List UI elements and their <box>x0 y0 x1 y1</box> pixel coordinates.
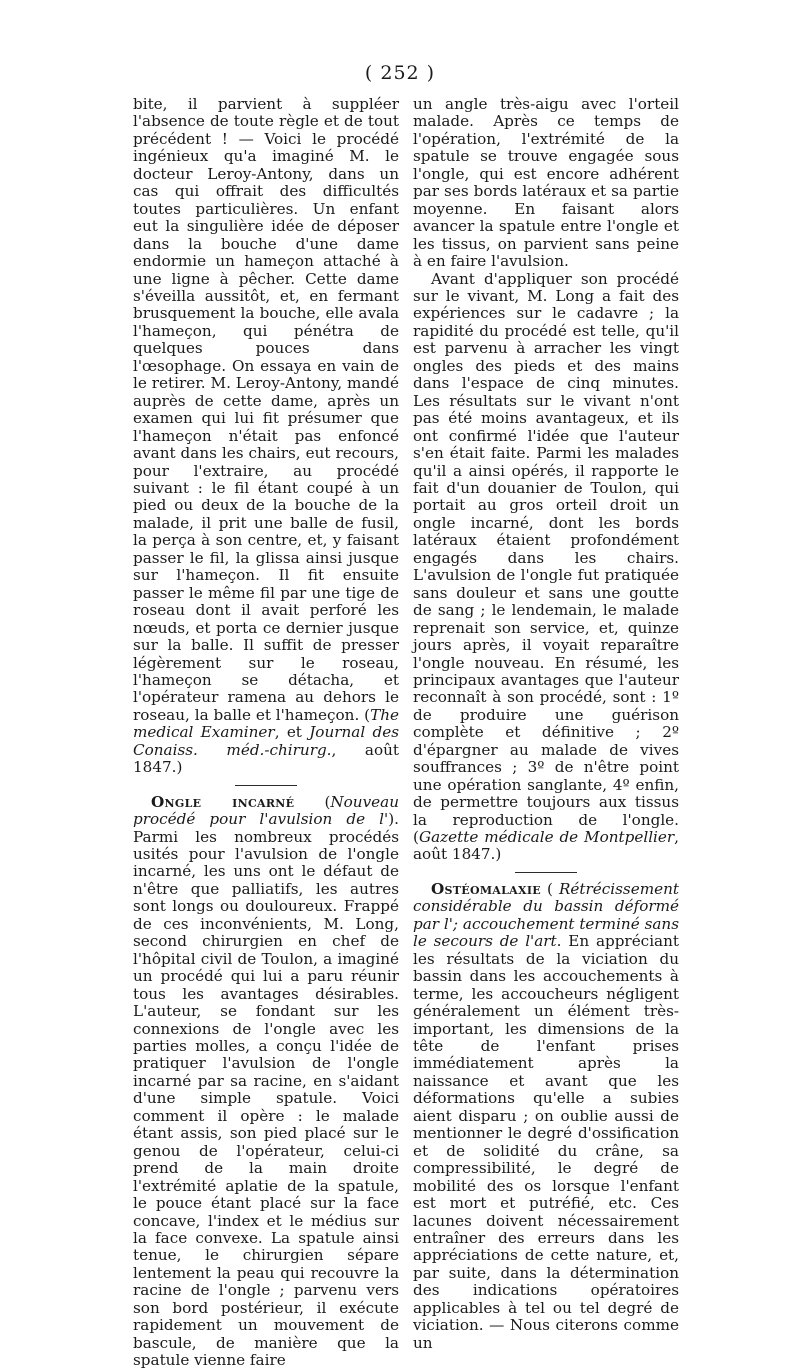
section-divider <box>235 785 297 786</box>
source-citation: Gazette médicale de Montpellier <box>418 828 675 847</box>
article-osteomalaxie: Ostéomalaxie ( Rétrécissement considérable du bassin déformé par l'; accouchement terminé sans le secours de l'art. En appréciant les résultats de la viciation du bassin dans les accouchements à terme, les accoucheurs négligent généralement un élément très-important, les dimensions de la tête de l'enfant prises immédiatement après la naissance et avant que les déformations qu'elle a subies aient disparu ; on oublie aussi de mentionner le degré d'ossification et de solidité du crâne, sa compressibilité, le degré de mobilité des os lorsque l'enfant est mort et putréfié, etc. Ces lacunes doivent nécessairement entraîner des erreurs dans les appréciations de cette nature, et, par suite, dans la détermination des indications opératoires applicables à tel ou tel degré de viciation. — Nous citerons comme un <box>413 879 679 1352</box>
right-column <box>413 96 679 1352</box>
section-divider <box>515 872 577 873</box>
article-heading: Ongle incarné <box>151 792 295 811</box>
page-number: ( 252 ) <box>364 62 436 84</box>
article-paragraph: Avant d'appliquer son procédé sur le vivant, M. Long a fait des expériences sur le cadavre ; la rapidité du procédé est telle, qu'il est parvenu à arracher les vingt ongles des pieds et des mains dans l'espace de cinq minutes. Les résultats sur le vivant n'ont pas été moins avantageux, et ils ont confirmé l'idée que l'auteur s'en était faite. Parmi les malades qu'il a ainsi opérés, il rapporte le fait d'un douanier de Toulon, qui portait au gros orteil droit un ongle incarné, dont les bords latéraux étaient profondément engagés dans les chairs. L'avulsion de l'ongle fut pratiquée sans douleur et sans une goutte de sang ; le lendemain, le malade reprenait son service, et, quinze jours après, il voyait reparaître l'ongle nouveau. En résumé, les principaux avantages que l'auteur reconnaît à son procédé, sont : 1º de produire une guérison complète et définitive ; 2º d'épargner au malade de vives souffrances ; 3º de n'être point une opération sanglante, 4º enfin, de permettre toujours aux tissus la reproduction de l'ongle. (Gazette médicale de Montpellier, août 1847.) <box>413 269 679 864</box>
article-ongle-incarne: Ongle incarné (Nouveau procédé pour l'avulsion de l'). Parmi les nombreux procédés usités pour l'avulsion de l'ongle incarné, les uns ont le défaut de n'être que palliatifs, les autres sont longs ou douloureux. Frappé de ces inconvénients, M. Long, second chirurgien en chef de l'hôpital civil de Toulon, a imaginé un procédé qui lui a paru réunir tous les avantages désirables. L'auteur, se fondant sur les connexions de l'ongle avec les parties molles, a conçu l'idée de pratiquer l'avulsion de l'ongle incarné par sa racine, en s'aidant d'une simple spatule. Voici comment il opère : le malade étant assis, son pied placé sur le genou de l'opérateur, celui-ci prend de la main droite l'extrémité aplatie de la spatule, le pouce étant placé sur la face concave, l'index et le médius sur la face convexe. La spatule ainsi tenue, le chirurgien sépare lentement la peau qui recouvre la racine de l'ongle ; parvenu vers son bord postérieur, il exécute rapidement un mouvement de bascule, de manière que la spatule vienne faire <box>133 792 399 1370</box>
article-subtitle: Rétrécissement considérable du bassin déformé par l'; accouchement terminé sans le secours de l'art <box>413 879 679 951</box>
article-continuation: bite, il parvient à suppléer l'absence de toute règle et de tout précédent ! — Voici le procédé ingénieux qu'a imaginé M. le docteur Leroy-Antony, dans un cas qui offrait des difficultés toutes particulières. Un enfant eut la singulière idée de déposer dans la bouche d'une dame endormie un hameçon attaché à une ligne à pêcher. Cette dame s'éveilla aussitôt, et, en fermant brusquement la bouche, elle avala l'hameçon, qui pénétra de quelques pouces dans l'œsophage. On essaya en vain de le retirer. M. Leroy-Antony, mandé auprès de cette dame, après un examen qui lui fit présumer que l'hameçon n'était pas enfoncé avant dans les chairs, eut recours, pour l'extraire, au procédé suivant : le fil étant coupé à un pied ou deux de la bouche de la malade, il prit une balle de fusil, la perça à son centre, et, y faisant passer le fil, la glissa ainsi jusque sur l'hameçon. Il fit ensuite passer le même fil par une tige de roseau dont il avait perforé les nœuds, et porta ce dernier jusque sur la balle. Il suffit de presser légèrement sur le roseau, l'hameçon se détacha, et l'opérateur ramena au dehors le roseau, la balle et l'hameçon. (The medical Examiner, et Journal des Conaiss. méd.-chirurg., août 1847.) <box>133 95 399 777</box>
source-citation: Journal des Conaiss. méd.-chirurg. <box>133 723 399 759</box>
article-heading: Ostéomalaxie <box>431 879 541 898</box>
article-continuation: un angle très-aigu avec l'orteil malade. Après ce temps de l'opération, l'extrémité de la spatule se trouve engagée sous l'ongle, qui est encore adhérent par ses bords latéraux et sa partie moyenne. En faisant alors avancer la spatule entre l'ongle et les tissus, on parvient sans peine à en faire l'avulsion. <box>413 95 679 271</box>
source-citation: The medical Examiner <box>133 705 399 742</box>
article-subtitle: Nouveau procédé pour l'avulsion de l' <box>133 792 399 829</box>
left-column <box>133 96 399 1370</box>
